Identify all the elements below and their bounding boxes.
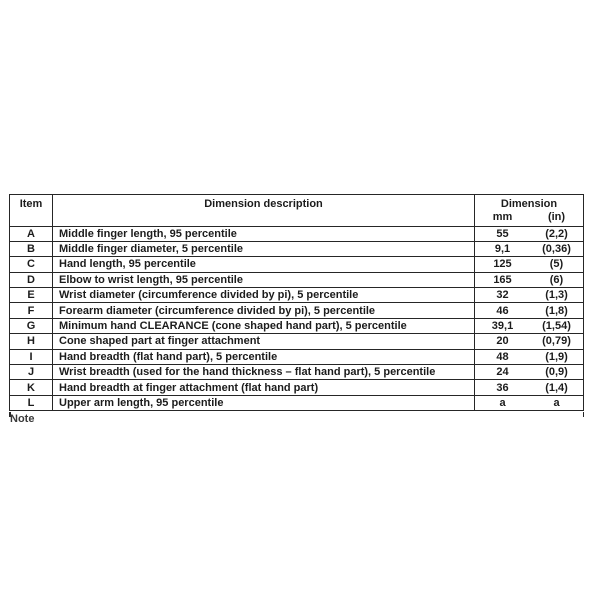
item-cell: G xyxy=(10,319,53,333)
description-cell: Upper arm length, 95 percentile xyxy=(53,396,475,410)
in-cell: (0,9) xyxy=(545,366,568,379)
table-row xyxy=(10,333,583,348)
description-cell: Hand length, 95 percentile xyxy=(53,257,475,271)
header-units xyxy=(475,211,583,224)
table-row xyxy=(10,241,583,256)
description-cell: Elbow to wrist length, 95 percentile xyxy=(53,273,475,287)
header-description: Dimension description xyxy=(53,195,475,226)
in-cell: (6) xyxy=(549,273,564,286)
mm-cell: 55 xyxy=(496,227,509,240)
table-row xyxy=(10,287,583,302)
item-cell: B xyxy=(10,242,53,256)
mm-cell: 165 xyxy=(493,273,512,286)
mm-cell: 48 xyxy=(496,350,509,363)
in-cell: (1,54) xyxy=(542,320,571,333)
header-dimension-group xyxy=(475,195,583,226)
in-cell: (1,8) xyxy=(545,304,568,317)
mm-cell: 32 xyxy=(496,289,509,302)
table-row xyxy=(10,395,583,410)
item-cell: A xyxy=(10,227,53,241)
item-cell: K xyxy=(10,380,53,394)
table-row xyxy=(10,256,583,271)
mm-cell: 24 xyxy=(496,366,509,379)
description-cell: Cone shaped part at finger attachment xyxy=(53,334,475,348)
description-cell: Forearm diameter (circumference divided by pi), 5 percentile xyxy=(53,303,475,317)
mm-cell: a xyxy=(499,396,506,409)
table-continuation-border-right xyxy=(583,412,585,417)
in-cell: (0,36) xyxy=(542,243,571,256)
item-cell: L xyxy=(10,396,53,410)
mm-cell: 36 xyxy=(496,381,509,394)
in-cell: (0,79) xyxy=(542,335,571,348)
header-dimension: Dimension xyxy=(500,198,558,210)
table-row xyxy=(10,364,583,379)
header-unit-in: (in) xyxy=(547,211,566,223)
item-cell: E xyxy=(10,288,53,302)
item-cell: F xyxy=(10,303,53,317)
in-cell: (1,4) xyxy=(545,381,568,394)
item-cell: I xyxy=(10,350,53,364)
item-cell: J xyxy=(10,365,53,379)
in-cell: (1,9) xyxy=(545,350,568,363)
header-item: Item xyxy=(10,195,53,226)
description-cell: Minimum hand CLEARANCE (cone shaped hand part), 5 percentile xyxy=(53,319,475,333)
mm-cell: 39,1 xyxy=(491,320,514,333)
mm-cell: 9,1 xyxy=(494,243,511,256)
in-cell: a xyxy=(553,396,560,409)
table-row xyxy=(10,379,583,394)
item-cell: D xyxy=(10,273,53,287)
table-row xyxy=(10,302,583,317)
mm-cell: 46 xyxy=(496,304,509,317)
item-cell: C xyxy=(10,257,53,271)
header-unit-mm: mm xyxy=(492,211,513,223)
mm-cell: 125 xyxy=(493,258,512,271)
dimension-table xyxy=(9,194,584,411)
in-cell: (5) xyxy=(549,258,564,271)
table-header-row xyxy=(10,195,583,226)
description-cell: Wrist breadth (used for the hand thickness – flat hand part), 5 percentile xyxy=(53,365,475,379)
clipped-note-text: Note xyxy=(10,412,35,425)
mm-cell: 20 xyxy=(496,335,509,348)
description-cell: Wrist diameter (circumference divided by pi), 5 percentile xyxy=(53,288,475,302)
table-row xyxy=(10,272,583,287)
in-cell: (1,3) xyxy=(545,289,568,302)
description-cell: Middle finger length, 95 percentile xyxy=(53,227,475,241)
description-cell: Middle finger diameter, 5 percentile xyxy=(53,242,475,256)
description-cell: Hand breadth at finger attachment (flat hand part) xyxy=(53,380,475,394)
item-cell: H xyxy=(10,334,53,348)
table-row xyxy=(10,226,583,241)
table-row xyxy=(10,318,583,333)
table-row xyxy=(10,349,583,364)
in-cell: (2,2) xyxy=(545,227,568,240)
description-cell: Hand breadth (flat hand part), 5 percentile xyxy=(53,350,475,364)
